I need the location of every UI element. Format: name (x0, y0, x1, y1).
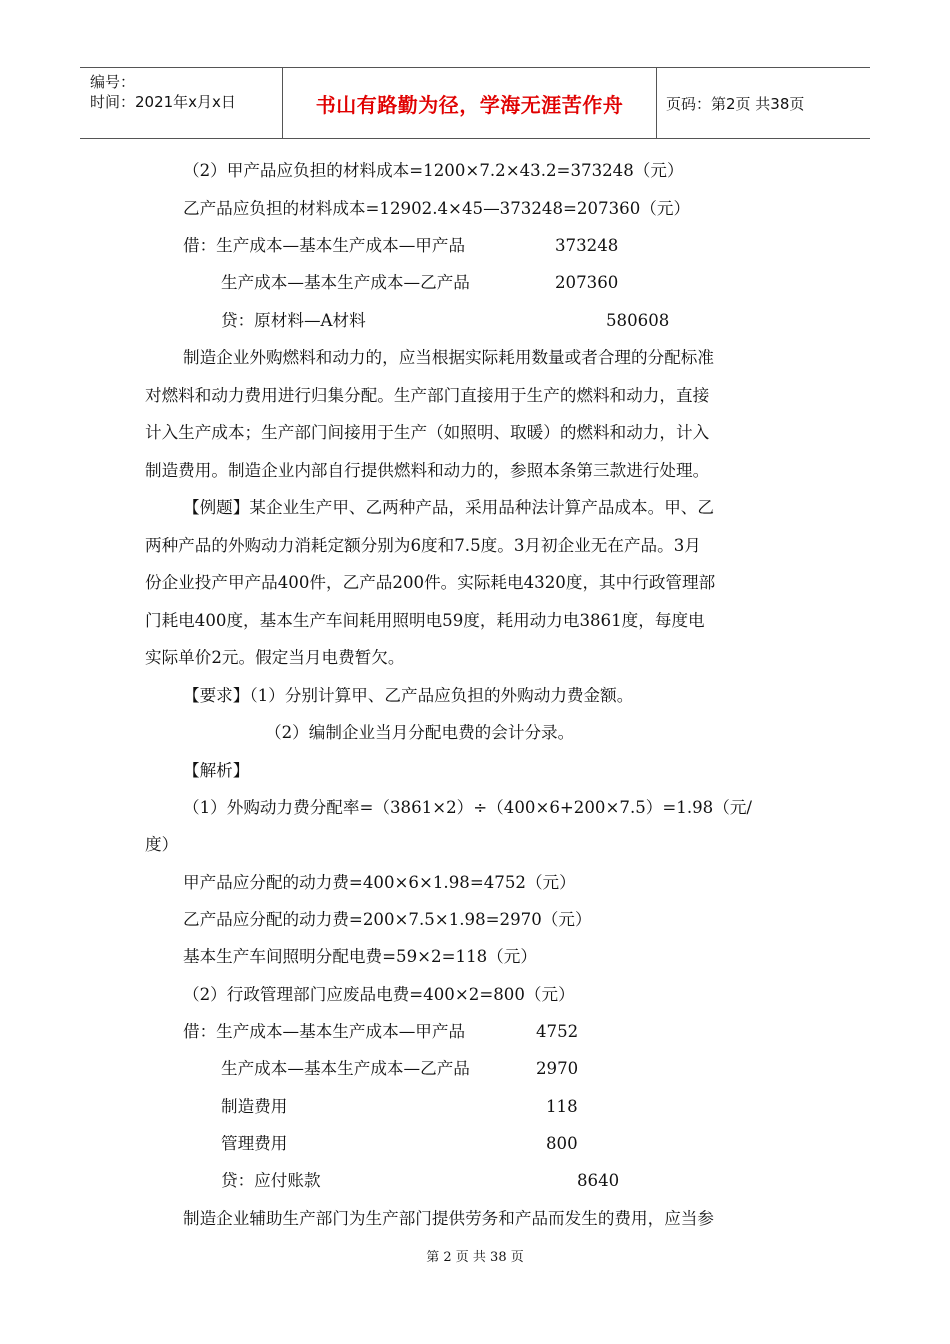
page-footer: 第 2 页 共 38 页 (426, 1250, 524, 1265)
calc-line: 乙产品应分配的动力费=200×7.5×1.98=2970（元） (183, 910, 592, 929)
number-label: 编号： (90, 73, 136, 91)
journal-amount: 373248 (555, 236, 619, 255)
page-header (80, 67, 870, 139)
paragraph-line: 实际单价2元。假定当月电费暂欠。 (145, 648, 405, 667)
journal-credit: 贷：原材料—A材料 (221, 311, 366, 330)
paragraph-line: 份企业投产甲产品400件，乙产品200件。实际耗电4320度，其中行政管理部 (145, 573, 716, 592)
journal-amount: 207360 (555, 273, 619, 292)
journal-credit: 贷：应付账款 (221, 1171, 321, 1190)
paragraph-line: 计入生产成本；生产部门间接用于生产（如照明、取暖）的燃料和动力，计入 (145, 423, 710, 442)
paragraph-line: 制造费用。制造企业内部自行提供燃料和动力的，参照本条第三款进行处理。 (145, 461, 710, 480)
requirement-line: （2）编制企业当月分配电费的会计分录。 (265, 723, 575, 742)
text-line: 乙产品应负担的材料成本=12902.4×45—373248=207360（元） (183, 199, 691, 218)
requirement-line: 【要求】（1）分别计算甲、乙产品应负担的外购动力费金额。 (183, 686, 634, 705)
header-motto: 书山有路勤为径，学海无涯苦作舟 (282, 68, 657, 138)
analysis-heading: 【解析】 (183, 761, 250, 780)
calc-line: 基本生产车间照明分配电费=59×2=118（元） (183, 947, 537, 966)
calc-line: （2）行政管理部门应废品电费=400×2=800（元） (183, 985, 575, 1004)
calc-line: （1）外购动力费分配率=（3861×2）÷（400×6+200×7.5）=1.98（元/ (183, 798, 752, 817)
journal-debit: 管理费用 (221, 1134, 288, 1153)
header-page-info: 页码：第2页 共38页 (666, 94, 805, 113)
journal-debit: 生产成本—基本生产成本—乙产品 (221, 273, 470, 292)
journal-debit: 生产成本—基本生产成本—乙产品 (221, 1059, 470, 1078)
paragraph-line: 两种产品的外购动力消耗定额分别为6度和7.5度。3月初企业无在产品。3月 (145, 536, 701, 555)
calc-line: 度） (145, 835, 179, 854)
journal-amount: 118 (546, 1097, 578, 1116)
journal-debit: 制造费用 (221, 1097, 288, 1116)
journal-debit: 借：生产成本—基本生产成本—甲产品 (183, 1022, 466, 1041)
journal-debit: 借：生产成本—基本生产成本—甲产品 (183, 236, 466, 255)
time-label: 时间：2021年x月x日 (90, 93, 236, 111)
journal-amount: 580608 (606, 311, 670, 330)
text-line: （2）甲产品应负担的材料成本=1200×7.2×43.2=373248（元） (183, 161, 684, 180)
paragraph-line: 制造企业外购燃料和动力的，应当根据实际耗用数量或者合理的分配标准 (183, 348, 714, 367)
calc-line: 甲产品应分配的动力费=400×6×1.98=4752（元） (183, 873, 576, 892)
paragraph-line: 制造企业辅助生产部门为生产部门提供劳务和产品而发生的费用，应当参 (183, 1209, 714, 1228)
journal-amount: 2970 (536, 1059, 579, 1078)
journal-amount: 8640 (577, 1171, 620, 1190)
journal-amount: 800 (546, 1134, 578, 1153)
paragraph-line: 门耗电400度，基本生产车间耗用照明电59度，耗用动力电3861度，每度电 (145, 611, 705, 630)
header-meta (80, 68, 282, 138)
paragraph-line: 【例题】某企业生产甲、乙两种产品，采用品种法计算产品成本。甲、乙 (183, 498, 714, 517)
journal-amount: 4752 (536, 1022, 579, 1041)
paragraph-line: 对燃料和动力费用进行归集分配。生产部门直接用于生产的燃料和动力，直接 (145, 386, 710, 405)
